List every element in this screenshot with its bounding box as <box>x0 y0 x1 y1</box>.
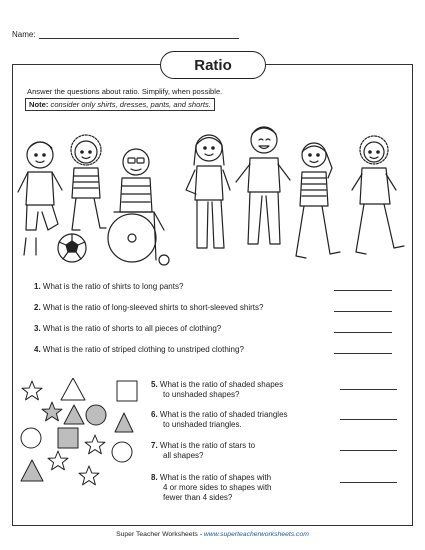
star-icon <box>22 381 42 400</box>
square-icon <box>58 428 78 448</box>
kid-girl-walking <box>352 136 404 254</box>
name-row <box>12 30 239 39</box>
kid-girl-backpack <box>186 135 230 248</box>
circle-icon <box>112 442 132 462</box>
question-1 <box>34 282 183 292</box>
children-illustration <box>14 120 414 275</box>
question-4 <box>34 345 244 355</box>
question-6-line1: What is the ratio of shaded triangles <box>159 410 288 419</box>
kid-girl-curly <box>71 135 106 230</box>
question-3-number: 3. <box>34 324 41 333</box>
answer-line-5[interactable] <box>340 389 397 390</box>
question-5-line1: What is the ratio of shaded shapes <box>159 380 284 389</box>
footer-brand: Super Teacher Worksheets <box>116 531 198 538</box>
question-6-number: 6. <box>151 410 158 419</box>
note-box <box>25 98 215 111</box>
question-6 <box>151 410 288 430</box>
question-3 <box>34 324 221 334</box>
question-8 <box>151 473 272 503</box>
answer-line-8[interactable] <box>340 482 397 483</box>
answer-line-4[interactable] <box>334 353 392 354</box>
question-4-text: What is the ratio of striped clothing to unstriped clothing? <box>42 345 244 354</box>
question-5-number: 5. <box>151 380 158 389</box>
footer-separator: - <box>197 531 204 538</box>
question-8-line3: fewer than 4 sides? <box>163 493 233 502</box>
star-icon <box>79 466 99 485</box>
circle-icon <box>86 405 106 425</box>
star-icon <box>48 451 68 470</box>
star-icon <box>42 402 62 421</box>
question-2-number: 2. <box>34 303 41 312</box>
question-5-line2: to unshaded shapes? <box>163 390 240 399</box>
name-input-line[interactable] <box>39 30 239 39</box>
footer-url[interactable]: www.superteacherworksheets.com <box>203 531 309 538</box>
note-text: consider only shirts, dresses, pants, and shorts. <box>50 100 211 109</box>
footer <box>0 531 425 538</box>
question-7-number: 7. <box>151 441 158 450</box>
shapes-group <box>18 378 148 498</box>
answer-line-1[interactable] <box>334 290 392 291</box>
question-7-line2: all shapes? <box>163 451 204 460</box>
question-2 <box>34 303 263 313</box>
question-4-number: 4. <box>34 345 41 354</box>
question-3-text: What is the ratio of shorts to all pieces of clothing? <box>42 324 222 333</box>
triangle-icon <box>115 413 133 432</box>
triangle-icon <box>61 378 85 400</box>
page-title: Ratio <box>160 51 266 79</box>
question-5 <box>151 380 283 400</box>
instructions: Answer the questions about ratio. Simplify, when possible. <box>27 87 223 96</box>
question-8-line1: What is the ratio of shapes with <box>159 473 272 482</box>
star-icon <box>85 435 105 454</box>
question-6-line2: to unshaded triangles. <box>163 420 242 429</box>
question-7 <box>151 441 255 461</box>
question-8-number: 8. <box>151 473 158 482</box>
triangle-icon <box>21 460 43 481</box>
question-8-line2: 4 or more sides to shapes with <box>163 483 272 492</box>
kid-boy-soccer <box>18 142 62 255</box>
kid-boy-wheelchair <box>108 149 169 265</box>
question-1-text: What is the ratio of shirts to long pants? <box>42 282 184 291</box>
circle-icon <box>21 428 41 448</box>
kid-girl-ponytail <box>296 143 340 258</box>
soccer-ball-icon <box>58 234 86 262</box>
note-label: Note: <box>29 100 49 109</box>
answer-line-2[interactable] <box>334 311 392 312</box>
answer-line-6[interactable] <box>340 419 397 420</box>
name-label: Name: <box>12 30 36 39</box>
triangle-icon <box>64 405 84 424</box>
question-7-line1: What is the ratio of stars to <box>159 441 256 450</box>
answer-line-7[interactable] <box>340 450 397 451</box>
question-2-text: What is the ratio of long-sleeved shirts to short-sleeved shirts? <box>42 303 264 312</box>
kid-boy-laughing <box>236 127 290 244</box>
answer-line-3[interactable] <box>334 332 392 333</box>
question-1-number: 1. <box>34 282 41 291</box>
square-icon <box>117 381 137 401</box>
